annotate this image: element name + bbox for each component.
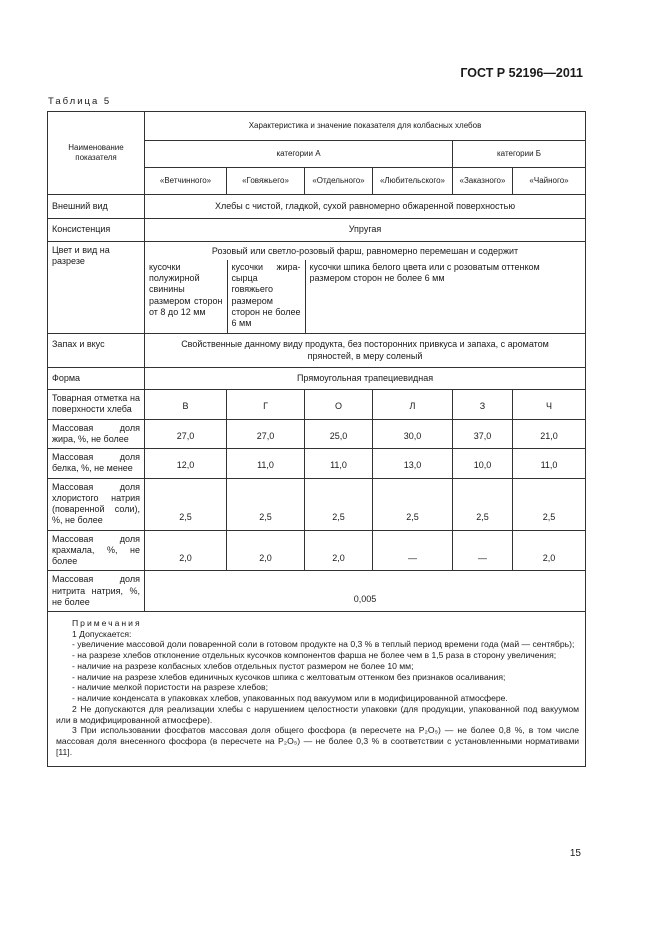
protein-value: 11,0 (227, 449, 305, 479)
color-common: Розовый или светло-розовый фарш, равномерно перемешан и содержит (211, 245, 519, 256)
salt-value: 2,5 (305, 478, 373, 530)
note-item: - наличие на разрезе колбасных хлебов отдельных пустот размером не более 10 мм; (72, 660, 414, 671)
note-item: - наличие на разрезе хлебов единичных кусочков шпика с желтоватым оттенком без признаков осаливания; (72, 671, 506, 682)
mark-value: Ч (513, 390, 586, 420)
fat-value: 25,0 (305, 419, 373, 449)
row-label-mark: Товарная отметка на поверхности хлеба (48, 390, 145, 420)
salt-value: 2,5 (227, 478, 305, 530)
protein-value: 10,0 (453, 449, 513, 479)
note-item: - наличие мелкой пористости на разрезе хлебов; (72, 682, 268, 693)
row-label-starch: Массовая доля крахмала, %, не более (48, 530, 145, 571)
row-label-consistency: Консистенция (48, 219, 145, 241)
color-vetch: кусочки полужирной свинины размером сторон от 8 до 12 мм (149, 261, 223, 317)
page-number: 15 (569, 848, 581, 859)
color-value (145, 241, 586, 334)
fat-value: 27,0 (145, 419, 227, 449)
mark-value: В (145, 390, 227, 420)
note-item: - увеличение массовой доли поваренной соли в готовом продукте на 0,3 % в теплый период времени года (май — сентябрь); (72, 639, 575, 650)
product-header: «Заказного» (453, 168, 513, 195)
salt-value: 2,5 (373, 478, 453, 530)
note-item: - наличие конденсата в упаковках хлебов, упакованных под вакуумом или в модифицированной атмосфере. (72, 693, 508, 704)
col-header-name: Наименование показателя (48, 112, 145, 195)
starch-value: — (373, 530, 453, 571)
fat-value: 21,0 (513, 419, 586, 449)
starch-value: 2,0 (513, 530, 586, 571)
protein-value: 12,0 (145, 449, 227, 479)
salt-value: 2,5 (513, 478, 586, 530)
consistency-value: Упругая (145, 219, 586, 241)
product-header: «Говяжьего» (227, 168, 305, 195)
standard-header: ГОСТ Р 52196—2011 (460, 66, 583, 80)
row-label-salt: Массовая доля хлористого натрия (поваренной соли), %, не более (48, 478, 145, 530)
note-item: - на разрезе хлебов отклонение отдельных кусочков компонентов фарша не более чем в 1,5 раза в сторону увеличения; (72, 650, 557, 661)
salt-value: 2,5 (145, 478, 227, 530)
row-label-nitrite: Массовая доля нитрита натрия, %, не более (48, 571, 145, 612)
product-header: «Ветчинного» (145, 168, 227, 195)
product-header: «Чайного» (513, 168, 586, 195)
starch-value: 2,0 (305, 530, 373, 571)
protein-value: 13,0 (373, 449, 453, 479)
protein-value: 11,0 (305, 449, 373, 479)
starch-value: 2,0 (227, 530, 305, 571)
fat-value: 27,0 (227, 419, 305, 449)
mark-value: О (305, 390, 373, 420)
requirements-table (47, 111, 586, 767)
appearance-value: Хлебы с чистой, гладкой, сухой равномерно обжаренной поверхностью (145, 195, 586, 219)
note-3: 3 При использовании фосфатов массовая доля общего фосфора (в пересчете на P₂O₅) — не более 0,8 %, в том числе массовая доля внесенного фосфора (в пересчете на P₂O₅) — не более 0,3 % в соответствии с установленными нормативами [11]. (56, 725, 580, 757)
shape-value: Прямоугольная трапециевидная (145, 367, 586, 389)
color-others: кусочки шпика белого цвета или с розоватым оттенком размером сторон не более 6 мм (305, 260, 585, 334)
mark-value: Г (227, 390, 305, 420)
table-caption: Таблица 5 (48, 96, 112, 107)
mark-value: З (453, 390, 513, 420)
characteristic-header: Характеристика и значение показателя для колбасных хлебов (145, 112, 586, 141)
notes-title: Примечания (72, 618, 142, 628)
fat-value: 37,0 (453, 419, 513, 449)
category-b-header: категории Б (453, 141, 586, 168)
product-header: «Любительского» (373, 168, 453, 195)
protein-value: 11,0 (513, 449, 586, 479)
product-header: «Отдельного» (305, 168, 373, 195)
category-a-header: категории А (145, 141, 453, 168)
row-label-fat: Массовая доля жира, %, не более (48, 419, 145, 449)
mark-value: Л (373, 390, 453, 420)
row-label-smell: Запах и вкус (48, 334, 145, 368)
salt-value: 2,5 (453, 478, 513, 530)
smell-value: Свойственные данному виду продукта, без посторонних привкуса и запаха, с ароматом пряностей, в меру соленый (145, 334, 586, 368)
row-label-appearance: Внешний вид (48, 195, 145, 219)
color-govyazh: кусочки жира-сырца говяжьего размером сторон не более 6 мм (227, 260, 305, 334)
starch-value: — (453, 530, 513, 571)
nitrite-value: 0,005 (145, 571, 586, 612)
row-label-shape: Форма (48, 367, 145, 389)
starch-value: 2,0 (145, 530, 227, 571)
row-label-protein: Массовая доля белка, %, не менее (48, 449, 145, 479)
notes-block (48, 612, 586, 767)
note-1: 1 Допускается: (72, 628, 132, 639)
row-label-color: Цвет и вид на разрезе (48, 241, 145, 334)
fat-value: 30,0 (373, 419, 453, 449)
note-2: 2 Не допускаются для реализации хлебы с нарушением целостности упаковки (для продукции, упакованной под вакуумом или в модифицированной атмосфере). (56, 703, 580, 725)
